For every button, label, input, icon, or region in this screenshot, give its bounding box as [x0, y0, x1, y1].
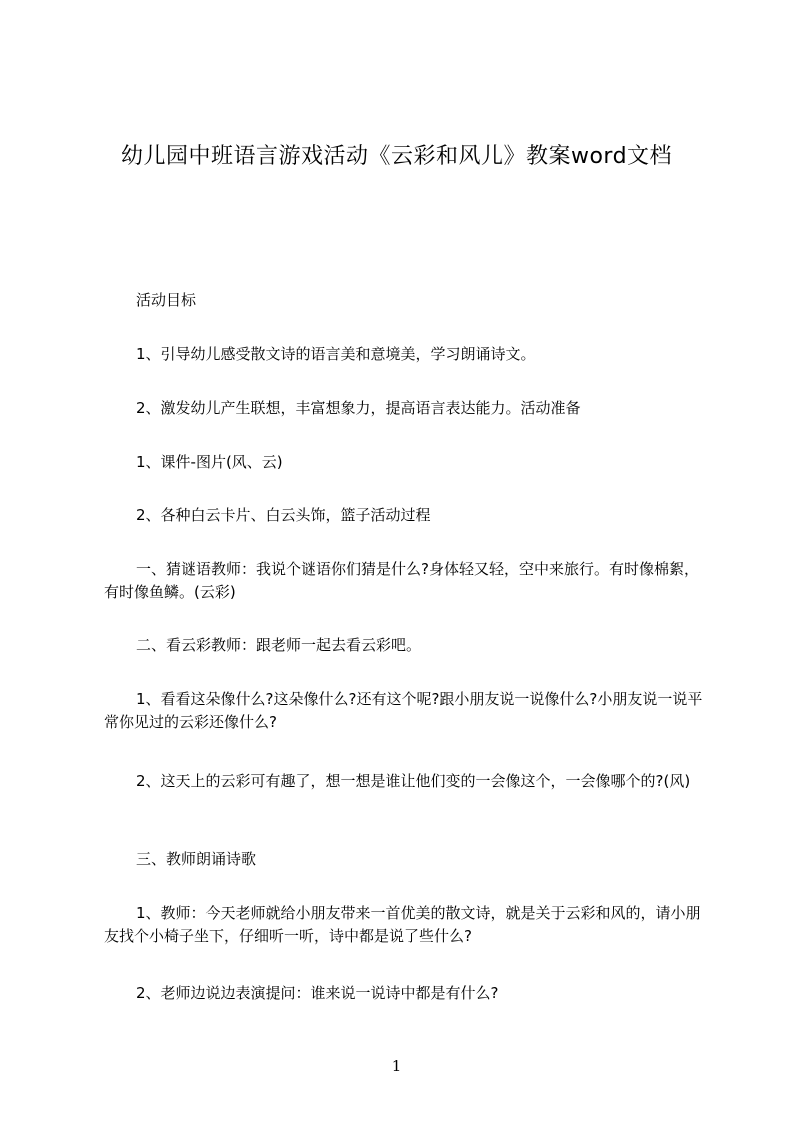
paragraph-riddle: 一、猜谜语教师：我说个谜语你们猜是什么?身体轻又轻，空中来旅行。有时像棉絮，有时像鱼鳞。(云彩)	[104, 560, 699, 601]
paragraph-prep-2: 2、各种白云卡片、白云头饰，篮子活动过程	[136, 506, 431, 524]
paragraph-recite-1: 1、教师：今天老师就给小朋友带来一首优美的散文诗，就是关于云彩和风的，请小朋友找个小椅子坐下，仔细听一听，诗中都是说了些什么?	[104, 904, 701, 945]
document-title: 幼儿园中班语言游戏活动《云彩和风儿》教案word文档	[120, 144, 673, 169]
paragraph-recite-2: 2、老师边说边表演提问：谁来说一说诗中都是有什么?	[136, 984, 499, 1002]
paragraph-goal-1: 1、引导幼儿感受散文诗的语言美和意境美，学习朗诵诗文。	[136, 345, 536, 363]
paragraph-watch-1: 1、看看这朵像什么?这朵像什么?还有这个呢?跟小朋友说一说像什么?小朋友说一说平常你见过的云彩还像什么?	[104, 690, 703, 731]
page-number: 1	[391, 1057, 402, 1075]
paragraph-watch-clouds: 二、看云彩教师：跟老师一起去看云彩吧。	[136, 636, 422, 654]
paragraph-teacher-recite: 三、教师朗诵诗歌	[136, 850, 257, 868]
paragraph-prep-1: 1、课件-图片(风、云)	[136, 453, 283, 471]
paragraph-activity-goals: 活动目标	[136, 291, 197, 309]
paragraph-goal-2: 2、激发幼儿产生联想，丰富想象力，提高语言表达能力。活动准备	[136, 399, 581, 417]
paragraph-watch-2: 2、这天上的云彩可有趣了，想一想是谁让他们变的一会像这个，一会像哪个的?(风)	[136, 772, 691, 790]
